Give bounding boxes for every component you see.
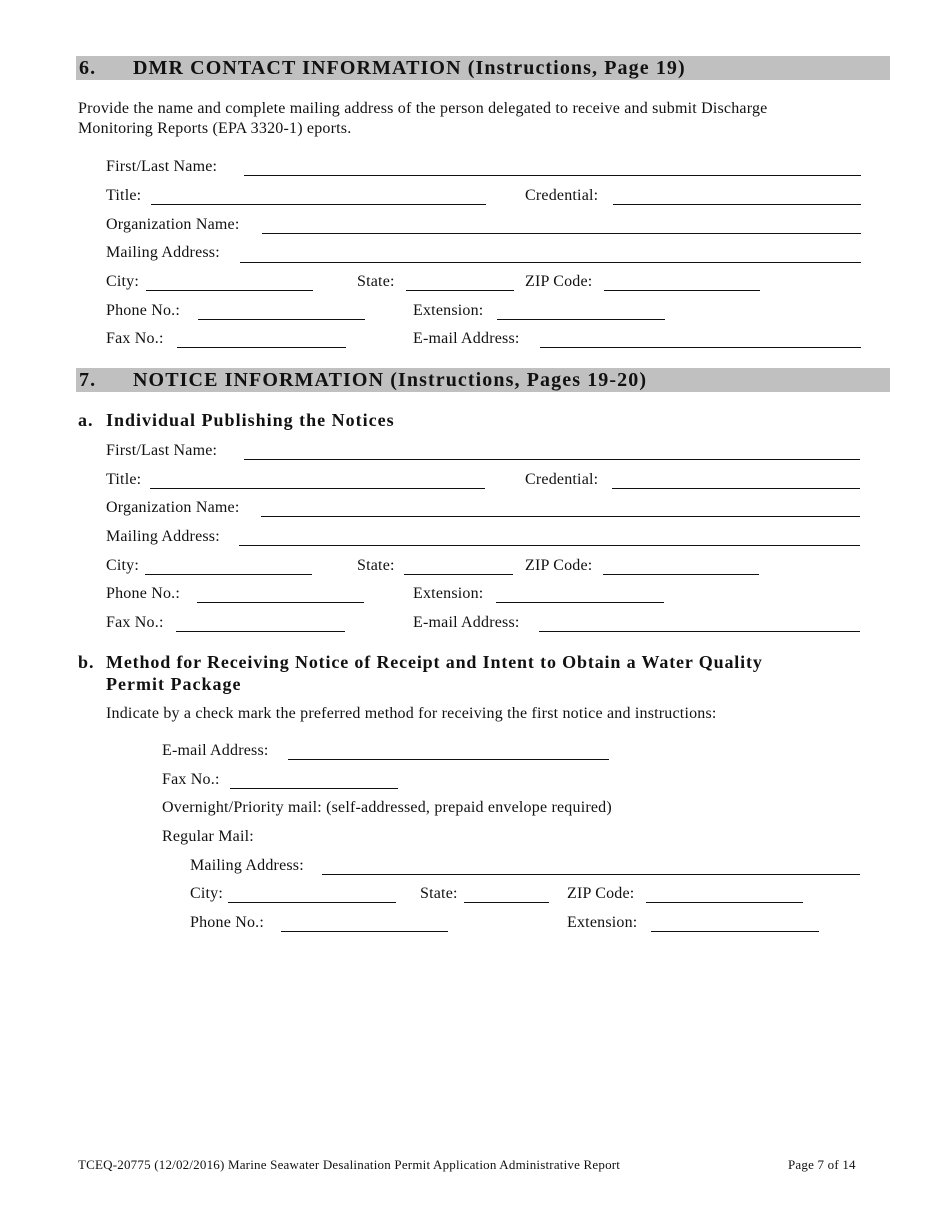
part-b-instruction: Indicate by a check mark the preferred method for receiving the first notice and instructions:	[106, 705, 717, 722]
receipt-zip-field[interactable]	[646, 902, 803, 903]
notice-zip-field[interactable]	[603, 574, 759, 575]
part-b-letter: b.	[78, 652, 95, 672]
notice-email-field[interactable]	[539, 631, 860, 632]
notice-mailing-address-field[interactable]	[239, 545, 860, 546]
dmr-zip-label: ZIP Code:	[525, 273, 593, 290]
receipt-email-label[interactable]: E-mail Address:	[162, 742, 269, 759]
receipt-state-field[interactable]	[464, 902, 549, 903]
receipt-extension-field[interactable]	[651, 931, 819, 932]
dmr-city-field[interactable]	[146, 290, 313, 291]
receipt-state-label: State:	[420, 885, 458, 902]
footer-page-number: Page 7 of 14	[788, 1157, 856, 1172]
dmr-state-label: State:	[357, 273, 395, 290]
receipt-phone-field[interactable]	[281, 931, 448, 932]
notice-title-label: Title:	[106, 471, 142, 488]
dmr-phone-field[interactable]	[198, 319, 365, 320]
footer-form-id: TCEQ-20775 (12/02/2016) Marine Seawater Desalination Permit Application Administrative Report	[78, 1157, 621, 1172]
dmr-state-field[interactable]	[406, 290, 514, 291]
receipt-city-label: City:	[190, 885, 224, 902]
dmr-extension-field[interactable]	[497, 319, 665, 320]
notice-first-last-name-label: First/Last Name:	[106, 442, 218, 459]
notice-city-label: City:	[106, 557, 140, 574]
section-7-number: 7.	[79, 369, 97, 391]
dmr-email-field[interactable]	[540, 347, 861, 348]
part-a-letter: a.	[78, 410, 94, 430]
dmr-fax-field[interactable]	[177, 347, 346, 348]
receipt-city-field[interactable]	[228, 902, 396, 903]
dmr-email-label: E-mail Address:	[413, 330, 520, 347]
notice-extension-label: Extension:	[413, 585, 484, 602]
notice-credential-field[interactable]	[612, 488, 860, 489]
section-7-title: NOTICE INFORMATION (Instructions, Pages 19-20)	[133, 369, 648, 391]
dmr-extension-label: Extension:	[413, 302, 484, 319]
notice-zip-label: ZIP Code:	[525, 557, 593, 574]
notice-organization-label: Organization Name:	[106, 499, 240, 516]
section-6-title: DMR CONTACT INFORMATION (Instructions, Page 19)	[133, 57, 686, 79]
section-6-header	[76, 56, 890, 80]
dmr-phone-label: Phone No.:	[106, 302, 180, 319]
part-b-title-line1: Method for Receiving Notice of Receipt and Intent to Obtain a Water Quality	[106, 652, 763, 672]
dmr-credential-field[interactable]	[613, 204, 861, 205]
dmr-fax-label: Fax No.:	[106, 330, 164, 347]
section-6-intro-line2: Monitoring Reports (EPA 3320-1) eports.	[78, 120, 352, 137]
dmr-mailing-address-label: Mailing Address:	[106, 244, 220, 261]
notice-first-last-name-field[interactable]	[244, 459, 860, 460]
section-6-number: 6.	[79, 57, 97, 79]
notice-phone-label: Phone No.:	[106, 585, 180, 602]
dmr-city-label: City:	[106, 273, 140, 290]
receipt-fax-field[interactable]	[230, 788, 398, 789]
notice-credential-label: Credential:	[525, 471, 599, 488]
dmr-organization-field[interactable]	[262, 233, 861, 234]
notice-title-field[interactable]	[150, 488, 485, 489]
part-a-title: Individual Publishing the Notices	[106, 410, 395, 430]
dmr-mailing-address-field[interactable]	[240, 262, 861, 263]
notice-extension-field[interactable]	[496, 602, 664, 603]
dmr-first-last-name-label: First/Last Name:	[106, 158, 218, 175]
receipt-zip-label: ZIP Code:	[567, 885, 635, 902]
notice-fax-field[interactable]	[176, 631, 345, 632]
section-7-header	[76, 368, 890, 392]
dmr-credential-label: Credential:	[525, 187, 599, 204]
receipt-mailing-address-label: Mailing Address:	[190, 857, 304, 874]
notice-email-label: E-mail Address:	[413, 614, 520, 631]
part-b-title-line2: Permit Package	[106, 674, 242, 694]
receipt-regular-mail-option[interactable]: Regular Mail:	[162, 828, 254, 845]
dmr-title-label: Title:	[106, 187, 142, 204]
receipt-email-field[interactable]	[288, 759, 609, 760]
notice-phone-field[interactable]	[197, 602, 364, 603]
receipt-mailing-address-field[interactable]	[322, 874, 860, 875]
receipt-overnight-option[interactable]: Overnight/Priority mail: (self-addressed, prepaid envelope required)	[162, 799, 612, 816]
notice-state-label: State:	[357, 557, 395, 574]
dmr-organization-label: Organization Name:	[106, 216, 240, 233]
notice-organization-field[interactable]	[261, 516, 860, 517]
notice-mailing-address-label: Mailing Address:	[106, 528, 220, 545]
dmr-zip-field[interactable]	[604, 290, 760, 291]
receipt-extension-label: Extension:	[567, 914, 638, 931]
dmr-first-last-name-field[interactable]	[244, 175, 861, 176]
dmr-title-field[interactable]	[151, 204, 486, 205]
notice-state-field[interactable]	[404, 574, 513, 575]
receipt-phone-label: Phone No.:	[190, 914, 264, 931]
receipt-fax-label[interactable]: Fax No.:	[162, 771, 220, 788]
notice-fax-label: Fax No.:	[106, 614, 164, 631]
section-6-intro-line1: Provide the name and complete mailing address of the person delegated to receive and submit Discharge	[78, 100, 768, 117]
notice-city-field[interactable]	[145, 574, 312, 575]
